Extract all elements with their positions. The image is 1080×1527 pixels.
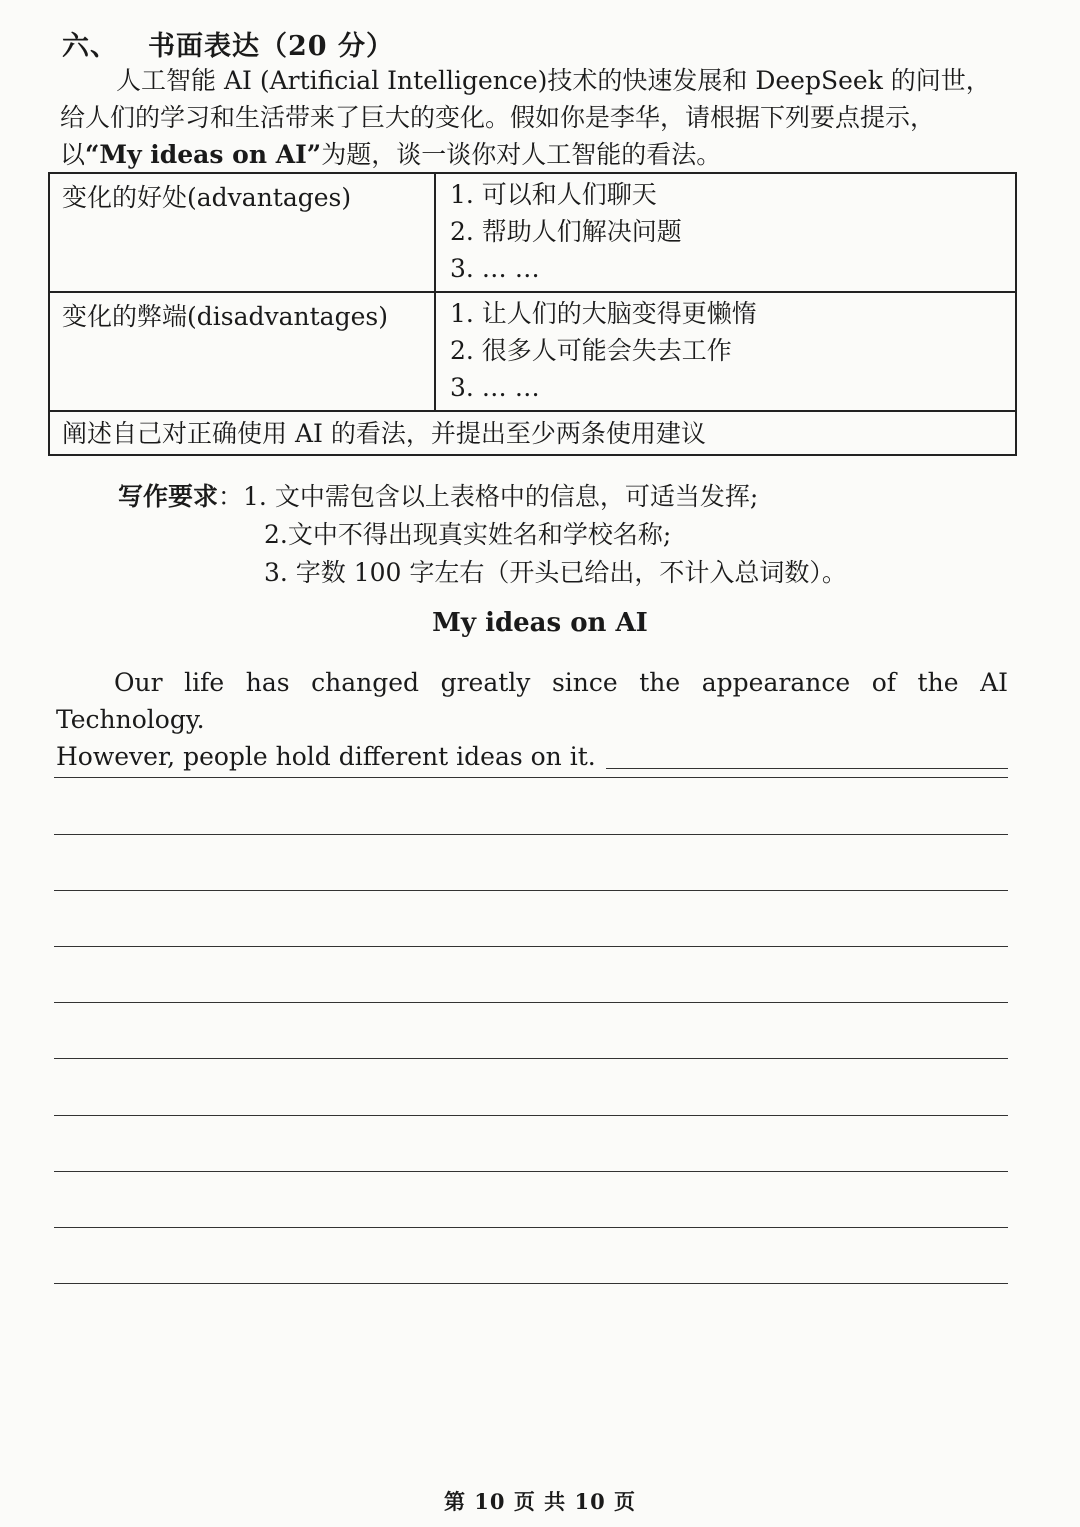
essay-topic: “My ideas on AI” xyxy=(85,140,322,169)
requirement-line-1 xyxy=(118,478,847,516)
list-item: 1. 可以和人们聊天 xyxy=(450,180,657,209)
section-number: 六、 xyxy=(62,31,118,62)
task-intro xyxy=(60,62,1010,173)
intro-line-3-prefix: 以 xyxy=(60,140,86,169)
section-title: 书面表达（20 分） xyxy=(148,31,394,62)
points-table xyxy=(48,172,1017,456)
disadvantages-items xyxy=(435,292,1016,411)
disadvantages-label: 变化的弊端(disadvantages) xyxy=(49,292,435,411)
answer-line[interactable] xyxy=(54,1227,1008,1228)
list-item: 1. 让人们的大脑变得更懒惰 xyxy=(450,299,757,328)
intro-line-1: 人工智能 AI (Artificial Intelligence)技术的快速发展和 DeepSeek 的问世， xyxy=(116,66,991,95)
table-row-disadvantages xyxy=(49,292,1016,411)
essay-line-2-row xyxy=(56,738,1008,775)
opinion-prompt: 阐述自己对正确使用 AI 的看法，并提出至少两条使用建议 xyxy=(49,411,1016,455)
answer-line[interactable] xyxy=(54,1283,1008,1284)
answer-line[interactable] xyxy=(54,777,1008,778)
advantages-items xyxy=(435,173,1016,292)
writing-requirements xyxy=(118,478,847,592)
intro-line-2: 给人们的学习和生活带来了巨大的变化。假如你是李华，请根据下列要点提示， xyxy=(60,103,936,132)
section-heading xyxy=(62,24,394,63)
essay-title: My ideas on AI xyxy=(432,608,648,638)
page-number: 第 10 页 共 10 页 xyxy=(443,1489,636,1514)
answer-line[interactable] xyxy=(54,1058,1008,1059)
answer-line[interactable] xyxy=(54,1002,1008,1003)
essay-line-2: However, people hold different ideas on it. xyxy=(56,742,596,771)
list-item: 2. 很多人可能会失去工作 xyxy=(450,336,732,365)
answer-line[interactable] xyxy=(54,1115,1008,1116)
requirement-2: 2.文中不得出现真实姓名和学校名称; xyxy=(264,520,672,549)
answer-line[interactable] xyxy=(54,834,1008,835)
answer-blank[interactable] xyxy=(606,767,1008,769)
list-item: 3. … … xyxy=(450,254,540,283)
table-row-advantages xyxy=(49,173,1016,292)
answer-line[interactable] xyxy=(54,890,1008,891)
requirements-title: 写作要求 xyxy=(118,482,219,511)
answer-line[interactable] xyxy=(54,1171,1008,1172)
list-item: 2. 帮助人们解决问题 xyxy=(450,217,682,246)
intro-line-3 xyxy=(60,136,1010,173)
intro-line-3-suffix: 为题，谈一谈你对人工智能的看法。 xyxy=(321,140,722,169)
advantages-label: 变化的好处(advantages) xyxy=(49,173,435,292)
essay-line-1: Our life has changed greatly since the appearance of the AI Technology. xyxy=(56,668,1008,734)
list-item: 3. … … xyxy=(450,373,540,402)
table-row-opinion xyxy=(49,411,1016,455)
essay-opening xyxy=(56,664,1008,775)
answer-line[interactable] xyxy=(54,946,1008,947)
requirement-1: ：1. 文中需包含以上表格中的信息，可适当发挥; xyxy=(218,482,759,511)
requirement-3: 3. 字数 100 字左右（开头已给出，不计入总词数）。 xyxy=(264,558,847,587)
